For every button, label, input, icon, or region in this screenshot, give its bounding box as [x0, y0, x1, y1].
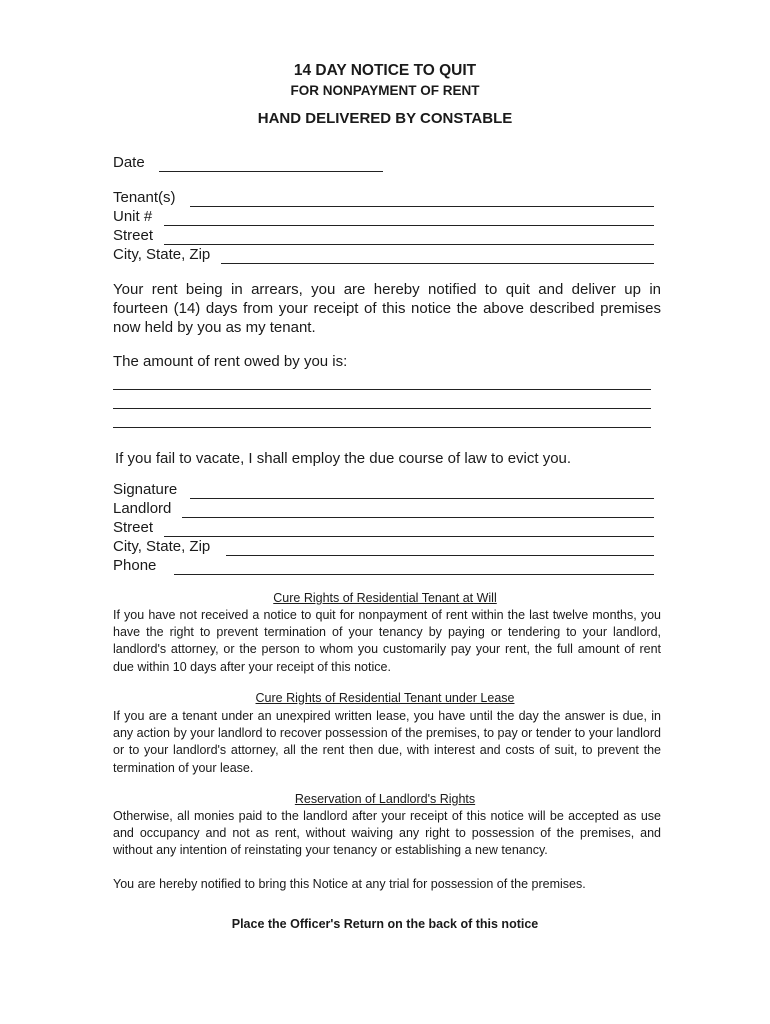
section-heading-reservation: Reservation of Landlord's Rights: [294, 792, 476, 806]
landlord-street-label: Street: [113, 519, 154, 536]
tenant-street-field[interactable]: [113, 226, 654, 245]
tenant-city-label: City, State, Zip: [113, 246, 211, 263]
delivery-method: HAND DELIVERED BY CONSTABLE: [257, 110, 513, 127]
amount-line-3[interactable]: [113, 427, 651, 428]
tenant-city-line[interactable]: [221, 263, 654, 264]
notice-subtitle: FOR NONPAYMENT OF RENT: [290, 83, 480, 98]
unit-label: Unit #: [113, 208, 153, 225]
signature-label: Signature: [113, 481, 178, 498]
landlord-field[interactable]: [113, 499, 654, 518]
date-line[interactable]: [159, 171, 383, 172]
section-body-under-lease: If you are a tenant under an unexpired written lease, you have until the day the answer is due, in any action by your landlord to recover possession of the premises, to pay or tender to your landlord or to your landlord's attorney, all the rent then due, with interest and costs of suit, to prevent the termination of your lease.: [113, 709, 661, 775]
amount-line-2[interactable]: [113, 408, 651, 409]
phone-label: Phone: [113, 557, 157, 574]
section-body-reservation: Otherwise, all monies paid to the landlord after your receipt of this notice will be accepted as use and occupancy and not as rent, without waiving any right to possession of the premises, and without any intention of reinstating your tenancy or establishing a new tenancy.: [113, 809, 661, 858]
section-heading-at-will: Cure Rights of Residential Tenant at Will: [273, 591, 497, 605]
phone-line[interactable]: [174, 574, 654, 575]
tenant-street-label: Street: [113, 227, 154, 244]
phone-field[interactable]: [113, 556, 654, 575]
vacate-warning: If you fail to vacate, I shall employ the due course of law to evict you.: [115, 450, 572, 467]
date-field[interactable]: [113, 153, 393, 172]
date-label: Date: [113, 154, 145, 171]
amount-line-1[interactable]: [113, 389, 651, 390]
landlord-city-field[interactable]: [113, 537, 654, 556]
amount-label: The amount of rent owed by you is:: [113, 353, 348, 370]
unit-field[interactable]: [113, 207, 654, 226]
tenant-label: Tenant(s): [113, 189, 176, 206]
notice-title: 14 DAY NOTICE TO QUIT: [293, 62, 477, 79]
landlord-street-field[interactable]: [113, 518, 654, 537]
landlord-city-label: City, State, Zip: [113, 538, 211, 555]
notice-paragraph: Your rent being in arrears, you are hereby notified to quit and deliver up in fourteen (14) days from your receipt of this notice the above described premises now held by you as my tenant.: [113, 281, 661, 336]
tenant-city-field[interactable]: [113, 245, 654, 264]
section-trial-notice: You are hereby notified to bring this Notice at any trial for possession of the premises.: [113, 877, 586, 891]
section-heading-under-lease: Cure Rights of Residential Tenant under Lease: [255, 691, 515, 705]
officer-return-note: Place the Officer's Return on the back of this notice: [231, 917, 539, 931]
tenant-field[interactable]: [113, 188, 654, 207]
section-body-at-will: If you have not received a notice to quit for nonpayment of rent within the last twelve months, you have the right to prevent termination of your tenancy by paying or tendering to your landlord, landlord's attorney, or the person to whom you customarily pay your rent, the full amount of rent due within 10 days after your receipt of this notice.: [113, 608, 661, 674]
landlord-label: Landlord: [113, 500, 172, 517]
signature-field[interactable]: [113, 480, 654, 499]
